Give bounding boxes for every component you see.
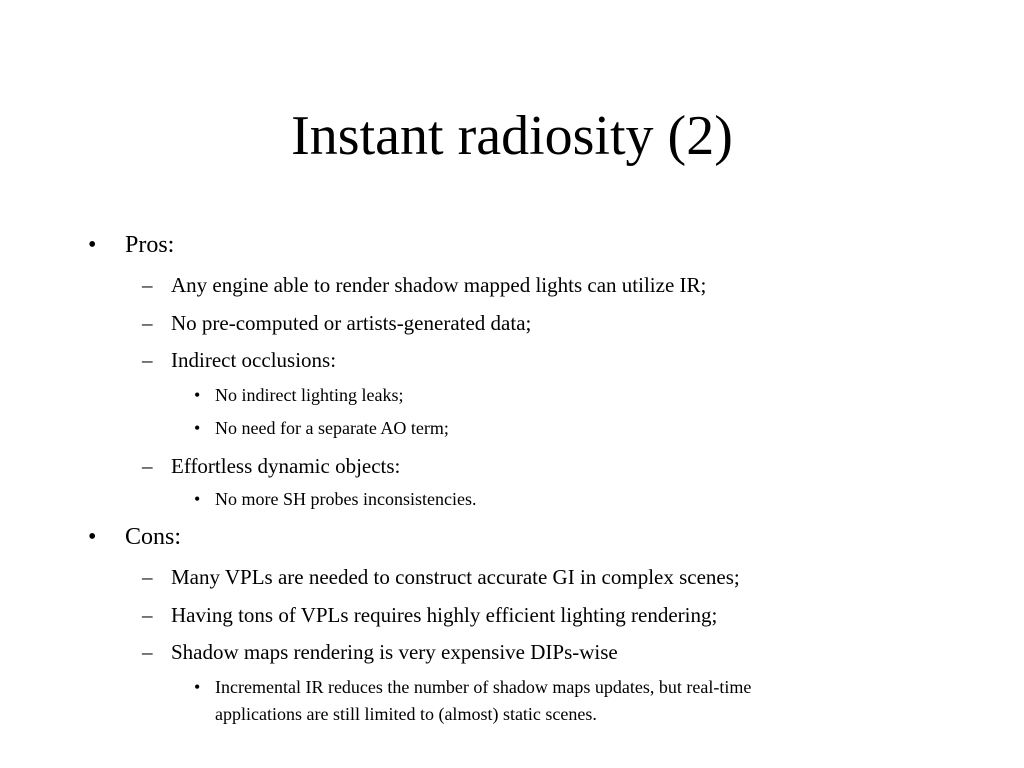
cons-heading: Cons: bbox=[125, 524, 182, 550]
dash-cons-1: – bbox=[142, 565, 153, 589]
cons-item-3-sub-1-line-1: Incremental IR reduces the number of shadow maps updates, but real-time bbox=[215, 677, 752, 697]
dash-cons-3: – bbox=[142, 640, 153, 664]
dash-cons-2: – bbox=[142, 603, 153, 627]
dash-pros-1: – bbox=[142, 273, 153, 297]
dash-pros-2: – bbox=[142, 311, 153, 335]
pros-heading: Pros: bbox=[125, 232, 175, 258]
cons-item-3: Shadow maps rendering is very expensive DIPs-wise bbox=[171, 640, 618, 664]
dash-pros-3: – bbox=[142, 348, 153, 372]
pros-item-3-sub-2: No need for a separate AO term; bbox=[215, 418, 449, 438]
pros-item-4: Effortless dynamic objects: bbox=[171, 454, 401, 478]
bullet-cons-3-1: • bbox=[194, 677, 201, 697]
slide-title: Instant radiosity (2) bbox=[291, 105, 733, 167]
bullet-pros-3-2: • bbox=[194, 418, 201, 438]
bullet-pros-3-1: • bbox=[194, 385, 201, 405]
cons-item-1: Many VPLs are needed to construct accurate GI in complex scenes; bbox=[171, 565, 740, 589]
pros-item-2: No pre-computed or artists-generated data; bbox=[171, 311, 532, 335]
dash-pros-4: – bbox=[142, 454, 153, 478]
pros-item-1: Any engine able to render shadow mapped lights can utilize IR; bbox=[171, 273, 707, 297]
bullet-pros: • bbox=[88, 232, 97, 258]
cons-item-3-sub-1-line-2: applications are still limited to (almost) static scenes. bbox=[215, 704, 597, 724]
cons-item-2: Having tons of VPLs requires highly efficient lighting rendering; bbox=[171, 603, 718, 627]
bullet-cons: • bbox=[88, 524, 97, 550]
pros-item-4-sub-1: No more SH probes inconsistencies. bbox=[215, 489, 477, 509]
bullet-pros-4-1: • bbox=[194, 489, 201, 509]
pros-item-3-sub-1: No indirect lighting leaks; bbox=[215, 385, 404, 405]
pros-item-3: Indirect occlusions: bbox=[171, 348, 337, 372]
